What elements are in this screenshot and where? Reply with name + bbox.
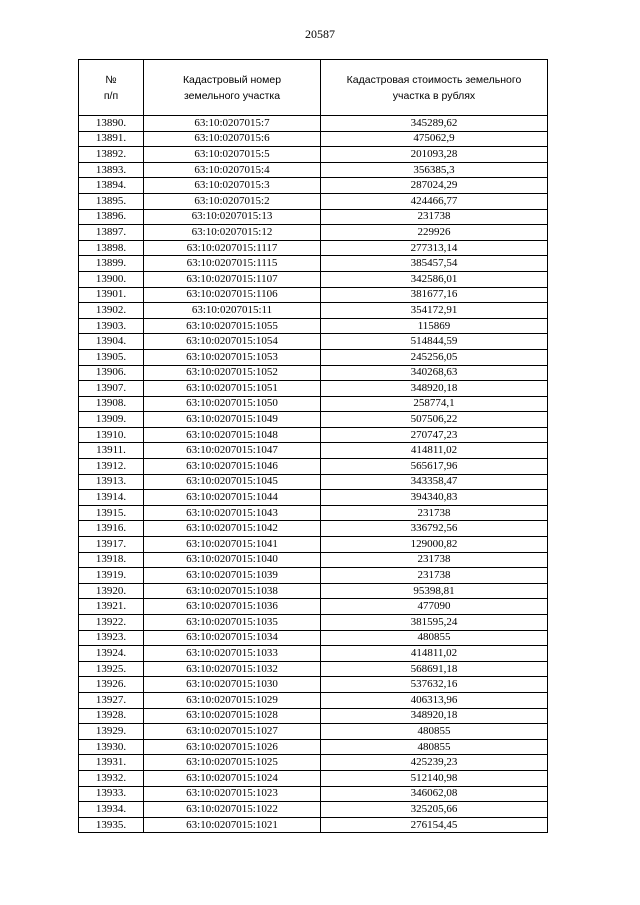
- table-row: [79, 365, 548, 381]
- cadastral-number: 63:10:0207015:1027: [144, 724, 321, 740]
- table-row: [79, 770, 548, 786]
- cadastral-number: 63:10:0207015:1117: [144, 240, 321, 256]
- table-row: [79, 396, 548, 412]
- table-row: [79, 193, 548, 209]
- cadastral-number: 63:10:0207015:5: [144, 147, 321, 163]
- row-number: 13891.: [79, 131, 144, 147]
- table-row: [79, 490, 548, 506]
- table-row: [79, 630, 548, 646]
- cadastral-number: 63:10:0207015:1044: [144, 490, 321, 506]
- header-row: [79, 60, 548, 116]
- row-number: 13925.: [79, 661, 144, 677]
- cadastral-value: 348920,18: [321, 708, 548, 724]
- cadastral-number: 63:10:0207015:1033: [144, 646, 321, 662]
- cadastral-number: 63:10:0207015:1035: [144, 615, 321, 631]
- table-row: [79, 677, 548, 693]
- cadastral-number: 63:10:0207015:1023: [144, 786, 321, 802]
- table-row: [79, 225, 548, 241]
- cadastral-number: 63:10:0207015:1025: [144, 755, 321, 771]
- cadastral-value: 385457,54: [321, 256, 548, 272]
- row-number: 13922.: [79, 615, 144, 631]
- table-row: [79, 116, 548, 132]
- row-number: 13921.: [79, 599, 144, 615]
- row-number: 13917.: [79, 537, 144, 553]
- cadastral-number: 63:10:0207015:1021: [144, 817, 321, 833]
- row-number: 13926.: [79, 677, 144, 693]
- table-header: [79, 60, 548, 116]
- table-row: [79, 583, 548, 599]
- cadastral-number: 63:10:0207015:1038: [144, 583, 321, 599]
- row-number: 13897.: [79, 225, 144, 241]
- header-cadastral-number: Кадастровый номер земельного участка: [144, 60, 321, 116]
- table-row: [79, 459, 548, 475]
- cadastral-number: 63:10:0207015:1032: [144, 661, 321, 677]
- cadastral-value: 381677,16: [321, 287, 548, 303]
- cadastral-number: 63:10:0207015:1028: [144, 708, 321, 724]
- table-row: [79, 303, 548, 319]
- cadastral-number: 63:10:0207015:11: [144, 303, 321, 319]
- cadastral-value: 480855: [321, 630, 548, 646]
- cadastral-value: 231738: [321, 552, 548, 568]
- cadastral-value: 475062,9: [321, 131, 548, 147]
- row-number: 13910.: [79, 427, 144, 443]
- table-row: [79, 334, 548, 350]
- row-number: 13912.: [79, 459, 144, 475]
- table-row: [79, 427, 548, 443]
- row-number: 13914.: [79, 490, 144, 506]
- cadastral-number: 63:10:0207015:1034: [144, 630, 321, 646]
- cadastral-value: 480855: [321, 739, 548, 755]
- cadastral-value: 115869: [321, 318, 548, 334]
- row-number: 13931.: [79, 755, 144, 771]
- row-number: 13900.: [79, 271, 144, 287]
- cadastral-table: [78, 59, 548, 833]
- row-number: 13895.: [79, 193, 144, 209]
- cadastral-number: 63:10:0207015:1055: [144, 318, 321, 334]
- cadastral-value: 477090: [321, 599, 548, 615]
- table-row: [79, 147, 548, 163]
- header-number: № п/п: [79, 60, 144, 116]
- table-row: [79, 739, 548, 755]
- cadastral-number: 63:10:0207015:7: [144, 116, 321, 132]
- cadastral-number: 63:10:0207015:1036: [144, 599, 321, 615]
- table-row: [79, 661, 548, 677]
- row-number: 13901.: [79, 287, 144, 303]
- cadastral-value: 270747,23: [321, 427, 548, 443]
- cadastral-value: 568691,18: [321, 661, 548, 677]
- cadastral-number: 63:10:0207015:13: [144, 209, 321, 225]
- row-number: 13916.: [79, 521, 144, 537]
- row-number: 13924.: [79, 646, 144, 662]
- page-number: 20587: [305, 27, 335, 41]
- cadastral-number: 63:10:0207015:1022: [144, 802, 321, 818]
- row-number: 13935.: [79, 817, 144, 833]
- table-row: [79, 381, 548, 397]
- cadastral-value: 480855: [321, 724, 548, 740]
- table-row: [79, 209, 548, 225]
- row-number: 13893.: [79, 162, 144, 178]
- cadastral-number: 63:10:0207015:1048: [144, 427, 321, 443]
- cadastral-number: 63:10:0207015:1115: [144, 256, 321, 272]
- cadastral-number: 63:10:0207015:2: [144, 193, 321, 209]
- table-row: [79, 349, 548, 365]
- row-number: 13902.: [79, 303, 144, 319]
- row-number: 13920.: [79, 583, 144, 599]
- table-row: [79, 505, 548, 521]
- row-number: 13909.: [79, 412, 144, 428]
- cadastral-number: 63:10:0207015:1040: [144, 552, 321, 568]
- cadastral-value: 507506,22: [321, 412, 548, 428]
- table-row: [79, 443, 548, 459]
- cadastral-number: 63:10:0207015:1054: [144, 334, 321, 350]
- cadastral-value: 258774,1: [321, 396, 548, 412]
- cadastral-value: 514844,59: [321, 334, 548, 350]
- table-row: [79, 271, 548, 287]
- row-number: 13928.: [79, 708, 144, 724]
- row-number: 13915.: [79, 505, 144, 521]
- cadastral-value: 512140,98: [321, 770, 548, 786]
- table-row: [79, 318, 548, 334]
- cadastral-value: 381595,24: [321, 615, 548, 631]
- table-row: [79, 724, 548, 740]
- cadastral-value: 406313,96: [321, 692, 548, 708]
- row-number: 13934.: [79, 802, 144, 818]
- row-number: 13896.: [79, 209, 144, 225]
- cadastral-value: 95398,81: [321, 583, 548, 599]
- cadastral-value: 354172,91: [321, 303, 548, 319]
- cadastral-value: 425239,23: [321, 755, 548, 771]
- cadastral-number: 63:10:0207015:1024: [144, 770, 321, 786]
- cadastral-value: 325205,66: [321, 802, 548, 818]
- cadastral-value: 424466,77: [321, 193, 548, 209]
- table-row: [79, 521, 548, 537]
- cadastral-value: 356385,3: [321, 162, 548, 178]
- table-row: [79, 474, 548, 490]
- table-row: [79, 412, 548, 428]
- cadastral-value: 414811,02: [321, 646, 548, 662]
- cadastral-number: 63:10:0207015:1043: [144, 505, 321, 521]
- row-number: 13913.: [79, 474, 144, 490]
- cadastral-number: 63:10:0207015:1050: [144, 396, 321, 412]
- cadastral-number: 63:10:0207015:1052: [144, 365, 321, 381]
- row-number: 13892.: [79, 147, 144, 163]
- cadastral-number: 63:10:0207015:1026: [144, 739, 321, 755]
- cadastral-number: 63:10:0207015:6: [144, 131, 321, 147]
- row-number: 13930.: [79, 739, 144, 755]
- cadastral-number: 63:10:0207015:1106: [144, 287, 321, 303]
- table-row: [79, 256, 548, 272]
- table-row: [79, 131, 548, 147]
- cadastral-value: 201093,28: [321, 147, 548, 163]
- header-cadastral-value: Кадастровая стоимость земельного участка в рублях: [321, 60, 548, 116]
- cadastral-value: 245256,05: [321, 349, 548, 365]
- table-row: [79, 568, 548, 584]
- row-number: 13906.: [79, 365, 144, 381]
- table-row: [79, 552, 548, 568]
- cadastral-number: 63:10:0207015:1047: [144, 443, 321, 459]
- cadastral-value: 229926: [321, 225, 548, 241]
- cadastral-value: 414811,02: [321, 443, 548, 459]
- row-number: 13918.: [79, 552, 144, 568]
- table-row: [79, 178, 548, 194]
- cadastral-value: 129000,82: [321, 537, 548, 553]
- table-row: [79, 708, 548, 724]
- table-row: [79, 786, 548, 802]
- cadastral-value: 343358,47: [321, 474, 548, 490]
- cadastral-value: 276154,45: [321, 817, 548, 833]
- table-row: [79, 599, 548, 615]
- cadastral-value: 336792,56: [321, 521, 548, 537]
- cadastral-number: 63:10:0207015:4: [144, 162, 321, 178]
- row-number: 13894.: [79, 178, 144, 194]
- table-body: [79, 116, 548, 833]
- table-row: [79, 240, 548, 256]
- row-number: 13898.: [79, 240, 144, 256]
- row-number: 13903.: [79, 318, 144, 334]
- cadastral-value: 340268,63: [321, 365, 548, 381]
- cadastral-value: 348920,18: [321, 381, 548, 397]
- cadastral-value: 342586,01: [321, 271, 548, 287]
- table-row: [79, 802, 548, 818]
- table-row: [79, 692, 548, 708]
- table-row: [79, 646, 548, 662]
- table-row: [79, 287, 548, 303]
- cadastral-number: 63:10:0207015:1030: [144, 677, 321, 693]
- table-row: [79, 615, 548, 631]
- row-number: 13904.: [79, 334, 144, 350]
- row-number: 13923.: [79, 630, 144, 646]
- row-number: 13890.: [79, 116, 144, 132]
- cadastral-number: 63:10:0207015:1107: [144, 271, 321, 287]
- row-number: 13899.: [79, 256, 144, 272]
- cadastral-number: 63:10:0207015:1051: [144, 381, 321, 397]
- row-number: 13908.: [79, 396, 144, 412]
- cadastral-number: 63:10:0207015:1041: [144, 537, 321, 553]
- row-number: 13905.: [79, 349, 144, 365]
- cadastral-value: 346062,08: [321, 786, 548, 802]
- cadastral-value: 231738: [321, 209, 548, 225]
- cadastral-number: 63:10:0207015:1053: [144, 349, 321, 365]
- cadastral-value: 277313,14: [321, 240, 548, 256]
- cadastral-value: 394340,83: [321, 490, 548, 506]
- cadastral-number: 63:10:0207015:12: [144, 225, 321, 241]
- row-number: 13929.: [79, 724, 144, 740]
- row-number: 13919.: [79, 568, 144, 584]
- cadastral-value: 287024,29: [321, 178, 548, 194]
- table-row: [79, 537, 548, 553]
- cadastral-number: 63:10:0207015:1039: [144, 568, 321, 584]
- cadastral-value: 345289,62: [321, 116, 548, 132]
- cadastral-value: 565617,96: [321, 459, 548, 475]
- cadastral-number: 63:10:0207015:1049: [144, 412, 321, 428]
- row-number: 13927.: [79, 692, 144, 708]
- cadastral-number: 63:10:0207015:1029: [144, 692, 321, 708]
- row-number: 13932.: [79, 770, 144, 786]
- table-row: [79, 162, 548, 178]
- table-row: [79, 817, 548, 833]
- row-number: 13911.: [79, 443, 144, 459]
- cadastral-number: 63:10:0207015:1045: [144, 474, 321, 490]
- cadastral-value: 231738: [321, 568, 548, 584]
- cadastral-number: 63:10:0207015:1042: [144, 521, 321, 537]
- row-number: 13907.: [79, 381, 144, 397]
- table-row: [79, 755, 548, 771]
- cadastral-value: 537632,16: [321, 677, 548, 693]
- row-number: 13933.: [79, 786, 144, 802]
- cadastral-number: 63:10:0207015:1046: [144, 459, 321, 475]
- cadastral-value: 231738: [321, 505, 548, 521]
- cadastral-number: 63:10:0207015:3: [144, 178, 321, 194]
